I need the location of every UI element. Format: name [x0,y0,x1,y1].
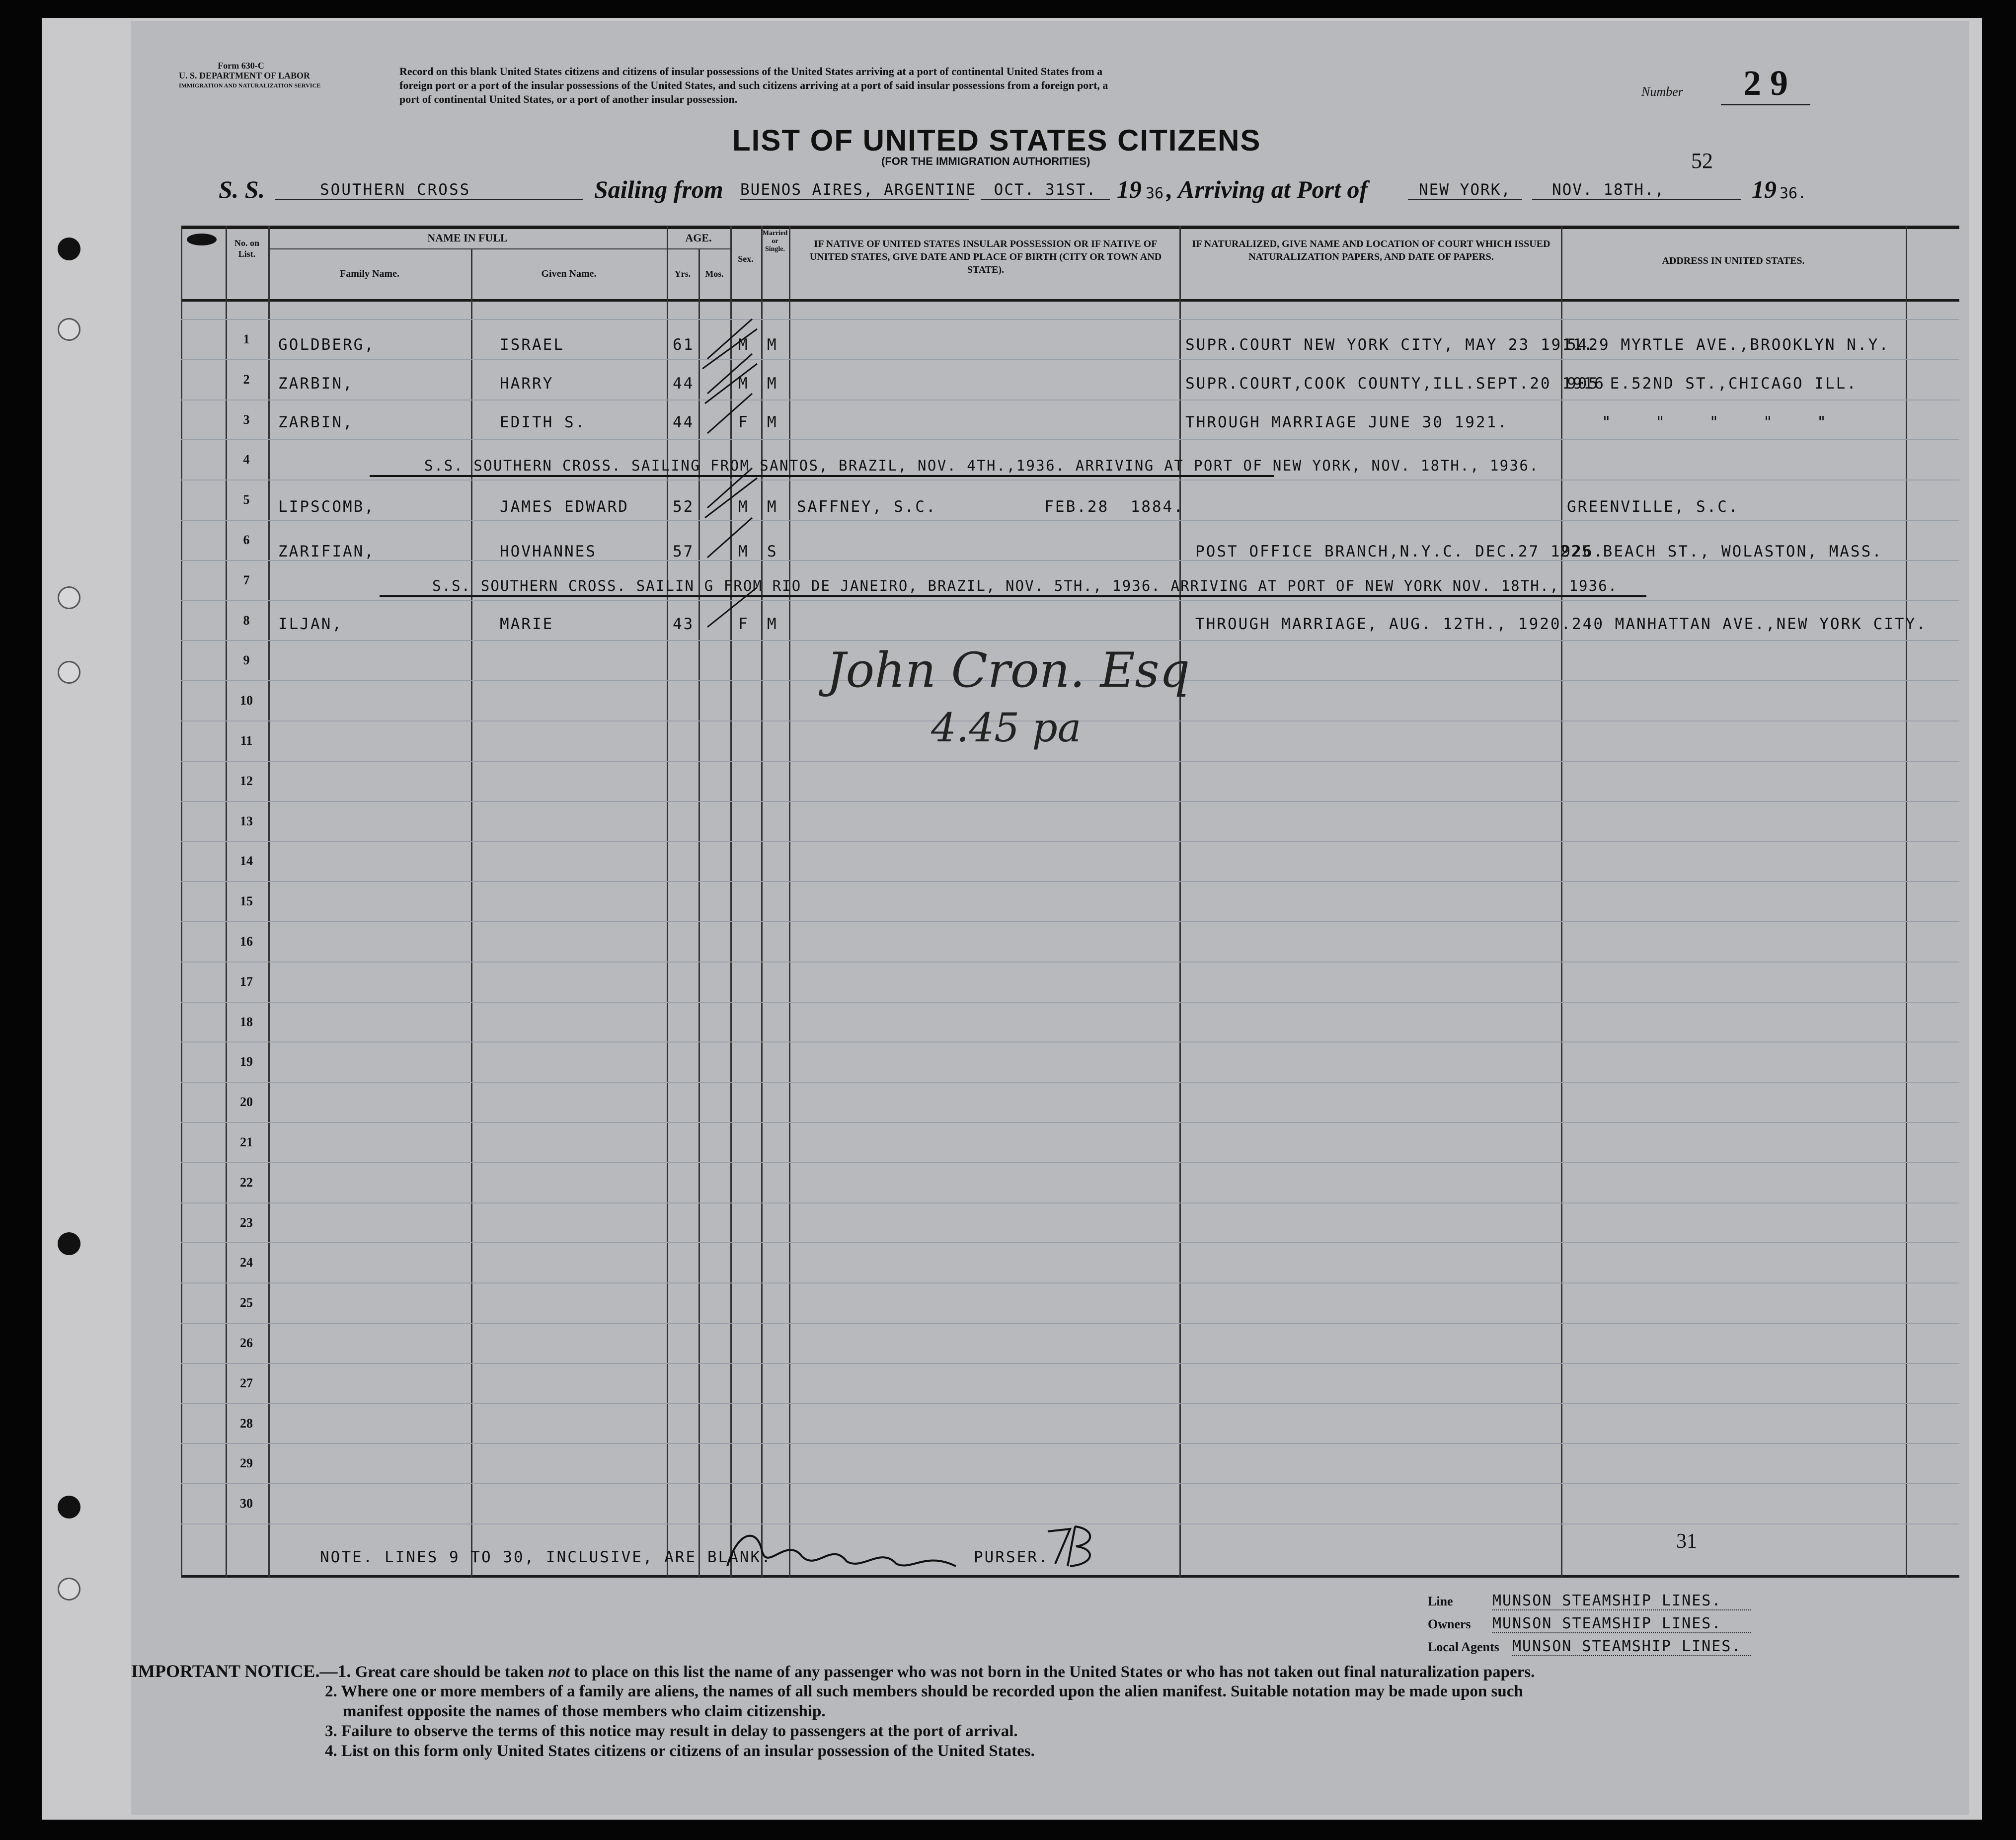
cell-address: GREENVILLE, S.C. [1567,498,1739,516]
header-naturalized: IF NATURALIZED, GIVE NAME AND LOCATION OF COURT WHICH ISSUED NATURALIZATION PAPERS, AND DATE OF PAPERS. [1192,239,1551,262]
cell-marital: M [767,375,778,393]
cell-native: SAFFNEY, S.C. FEB.28 1884. [797,498,1184,516]
punch-hole-icon [58,586,80,609]
ruled-line [181,1041,1959,1042]
line-number: 30 [240,1496,253,1511]
corner-mark: 31 [1676,1530,1697,1553]
handwritten-note-line: John Cron. Esq [827,642,1190,698]
cell-naturalized: SUPR.COURT,COOK COUNTY,ILL.SEPT.20 1916 [1185,375,1605,393]
list-number: 2 9 [1721,63,1810,105]
number-label: Number [1641,84,1683,99]
tick-marks [698,299,777,647]
line-number: 2 [243,372,250,387]
sailing-date: OCT. 31ST. [981,181,1110,200]
interstitial-underline [370,475,1274,477]
punch-hole-icon [58,1232,80,1255]
line-number: 25 [240,1295,253,1310]
header-no-on-list: No. on List. [234,238,259,259]
line-number: 24 [240,1255,253,1270]
ruled-line [181,841,1959,842]
table-bottom-rule [181,1575,1959,1578]
line-number: 12 [240,774,253,788]
header-given-name: Given Name. [541,268,597,279]
line-number: 14 [240,854,253,868]
footer-note: NOTE. LINES 9 TO 30, INCLUSIVE, ARE BLANK. [320,1548,772,1566]
ruled-line [181,1122,1959,1123]
col-rule [1906,226,1907,1577]
record-note-line: foreign port or a port of the insular possessions of the United States, and such citizens arriving at a port of said insular possessions from a foreign port, a [399,79,1108,91]
sailing-from-port: BUENOS AIRES, ARGENTINE [740,181,969,200]
punch-hole-icon [58,1496,80,1519]
line-number: 15 [240,894,253,908]
cell-age-years: 44 [673,413,695,431]
line-number: 13 [240,814,253,828]
cell-marital: M [767,498,778,516]
line-number: 23 [240,1215,253,1230]
cell-marital: M [767,413,778,431]
record-instructions [399,65,1108,106]
header-name-in-full: NAME IN FULL [427,232,508,244]
cell-address: 240 MANHATTAN AVE.,NEW YORK CITY. [1572,615,1927,633]
ruled-line [181,921,1959,922]
owners-value: MUNSON STEAMSHIP LINES. [1492,1615,1751,1633]
cell-age-years: 52 [673,498,695,516]
agents-value: MUNSON STEAMSHIP LINES. [1512,1638,1751,1656]
notice-line-1 [131,1661,1535,1681]
header-address: ADDRESS IN UNITED STATES. [1662,255,1805,266]
cell-family: ZARBIN, [278,413,354,431]
sailing-label: Sailing from [594,175,723,203]
ruled-line [181,1443,1959,1444]
line-number: 16 [240,934,253,949]
purser-label: PURSER. [974,1548,1049,1566]
punch-hole-icon [58,238,80,260]
ruled-line [181,1363,1959,1364]
cell-marital: M [767,336,778,354]
line-number: 10 [240,693,253,708]
interstitial-underline [380,595,1646,597]
ruled-line [181,1323,1959,1324]
col-rule [226,226,227,1577]
arriving-year-prefix: 19 [1752,175,1777,203]
ruled-line [181,1403,1959,1404]
notice-line-4: 4. List on this form only United States citizens or citizens of an insular possession of the United States. [325,1742,1035,1760]
department-name: U. S. DEPARTMENT OF LABOR [179,71,310,80]
page-title: LIST OF UNITED STATES CITIZENS [732,124,1261,157]
line-number: 8 [243,613,250,628]
page-subtitle: (FOR THE IMMIGRATION AUTHORITIES) [881,155,1090,167]
cell-sex: M [738,498,749,516]
cell-age-years: 57 [673,543,695,560]
cell-age-years: 61 [673,336,695,354]
cell-naturalized: SUPR.COURT NEW YORK CITY, MAY 23 1911. [1185,336,1595,354]
cell-family: GOLDBERG, [278,336,375,354]
header-native-birth: IF NATIVE OF UNITED STATES INSULAR POSSESSION OR IF NATIVE OF UNITED STATES, GIVE DATE AND PLACE OF BIRTH (CITY OR TOWN AND STATE). [809,239,1162,275]
cell-given: MARIE [500,615,554,633]
cell-address: 225 BEACH ST., WOLASTON, MASS. [1560,543,1883,560]
ruled-line [181,881,1959,882]
header-years: Yrs. [674,269,691,279]
line-number: 27 [240,1376,253,1390]
notice-text: to place on this list the name of any passenger who was not born in the United States or who has not taken out final naturalization papers. [570,1663,1535,1681]
line-number: 29 [240,1456,253,1470]
ruled-line [181,1282,1959,1283]
ruled-line [181,801,1959,802]
cell-address: 905 E.52ND ST.,CHICAGO ILL. [1567,375,1858,393]
table-header-rule [181,299,1959,302]
record-note-line: port of continental United States, or a port of another insular possession. [399,93,738,105]
ruled-line [181,439,1959,440]
line-number: 22 [240,1175,253,1190]
ss-label: S. S. [219,175,265,203]
arriving-port: NEW YORK, [1408,181,1522,200]
form-number: Form 630-C [218,61,264,71]
cell-address: " " " " " [1602,413,1828,431]
notice-text: Great care should be taken [355,1663,548,1681]
table-top-rule [181,226,1959,229]
col-rule [1179,226,1181,1577]
cell-sex: F [738,413,749,431]
cell-naturalized: THROUGH MARRIAGE, AUG. 12TH., 1920. [1195,615,1572,633]
ruled-line [181,1483,1959,1484]
col-rule [471,249,472,1577]
col-rule [789,226,790,1577]
cell-given: HOVHANNES [500,543,597,560]
punch-hole-icon [58,661,80,684]
handwritten-note [817,632,1190,771]
col-rule [181,226,182,1577]
cell-sex: F [738,615,749,633]
line-number: 9 [243,653,250,667]
punch-hole-icon [58,318,80,341]
line-value: MUNSON STEAMSHIP LINES. [1492,1592,1751,1610]
cell-family: ZARIFIAN, [278,543,375,560]
owners-label: Owners [1428,1617,1471,1631]
cell-naturalized: POST OFFICE BRANCH,N.Y.C. DEC.27 1926. [1195,543,1605,560]
col-rule [1561,226,1562,1577]
col-rule [268,226,270,1577]
header-age: AGE. [685,232,712,244]
ruled-line [181,1002,1959,1003]
line-number: 6 [243,533,250,547]
cell-given: ISRAEL [500,336,564,354]
arriving-label: , Arriving at Port of [1166,175,1368,203]
line-number: 11 [240,733,253,748]
cell-sex: M [738,375,749,393]
interstitial-line: S.S. SOUTHERN CROSS. SAILING FROM SANTOS, BRAZIL, NOV. 4TH.,1936. ARRIVING AT PORT OF NEW YORK, NOV. 18TH., 1936. [424,457,1540,474]
cell-family: LIPSCOMB, [278,498,375,516]
notice-line-3: 3. Failure to observe the terms of this notice may result in delay to passengers at the port of arrival. [325,1722,1018,1740]
cell-family: ZARBIN, [278,375,354,393]
handwritten-note-line: 4.45 pa [931,705,1082,751]
punch-hole-icon [58,1578,80,1600]
cell-sex: M [738,543,749,560]
line-number: 20 [240,1095,253,1109]
page-mark: 52 [1691,149,1713,173]
col-rule [667,226,668,1577]
cell-given: HARRY [500,375,554,393]
ruled-line [181,1242,1959,1243]
cell-address: 5429 MYRTLE AVE.,BROOKLYN N.Y. [1567,336,1890,354]
ruled-line [181,319,1959,320]
record-note-line: Record on this blank United States citizens and citizens of insular possessions of the United States arriving at a port of continental United States from a [399,65,1103,78]
agents-label: Local Agents [1428,1640,1499,1654]
notice-title: IMPORTANT NOTICE.—1. [131,1661,351,1681]
ruled-line [181,961,1959,962]
line-number: 26 [240,1336,253,1350]
notice-emphasis: not [548,1663,570,1681]
cell-sex: M [738,336,749,354]
notice-line-2b: manifest opposite the names of those members who claim citizenship. [343,1702,826,1720]
line-number: 21 [240,1135,253,1149]
ruled-line [181,1202,1959,1203]
ruled-line [181,520,1959,521]
line-number: 1 [243,332,250,346]
purser-initials [1040,1517,1100,1571]
form-department [179,61,321,90]
line-label: Line [1428,1594,1453,1608]
ruled-line [181,1162,1959,1163]
line-number: 28 [240,1416,253,1431]
line-number: 7 [243,573,250,587]
notice-line-2: 2. Where one or more members of a family are aliens, the names of all such members should be recorded upon the alien manifest. Suitable notation may be made upon such [325,1682,1523,1700]
ruled-line [181,359,1959,360]
cell-marital: M [767,615,778,633]
manifest-form [131,21,1969,1815]
line-number: 3 [243,412,250,427]
ruled-line [181,1082,1959,1083]
arriving-date: NOV. 18TH., [1532,181,1741,200]
cell-age-years: 43 [673,615,695,633]
cell-family: ILJAN, [278,615,343,633]
cell-naturalized: THROUGH MARRIAGE JUNE 30 1921. [1185,413,1508,431]
cell-age-years: 44 [673,375,695,393]
sailing-year: 36 [1146,185,1164,202]
sailing-year-prefix: 19 [1117,175,1142,203]
line-number: 18 [240,1015,253,1029]
cell-marital: S [767,543,778,560]
ruled-line [181,600,1959,601]
ship-name: SOUTHERN CROSS [275,181,583,200]
service-name: IMMIGRATION AND NATURALIZATION SERVICE [179,82,321,89]
interstitial-line: S.S. SOUTHERN CROSS. SAILIN G FROM RIO DE JANEIRO, BRAZIL, NOV. 5TH., 1936. ARRIVING AT PORT OF NEW YORK NOV. 18TH., 1936. [432,577,1618,594]
header-sex: Sex. [738,254,754,264]
header-married-single: Married or Single. [762,230,788,253]
purser-signature [717,1521,976,1581]
hole-mark-icon [187,234,217,245]
line-number: 4 [243,452,250,467]
cell-given: JAMES EDWARD [500,498,629,516]
line-number: 19 [240,1054,253,1069]
line-number: 17 [240,974,253,989]
arriving-year: 36. [1780,185,1807,202]
cell-given: EDITH S. [500,413,586,431]
header-family-name: Family Name. [340,268,399,279]
header-months: Mos. [705,269,724,279]
header-sub-rule [268,248,730,249]
line-number: 5 [243,492,250,507]
